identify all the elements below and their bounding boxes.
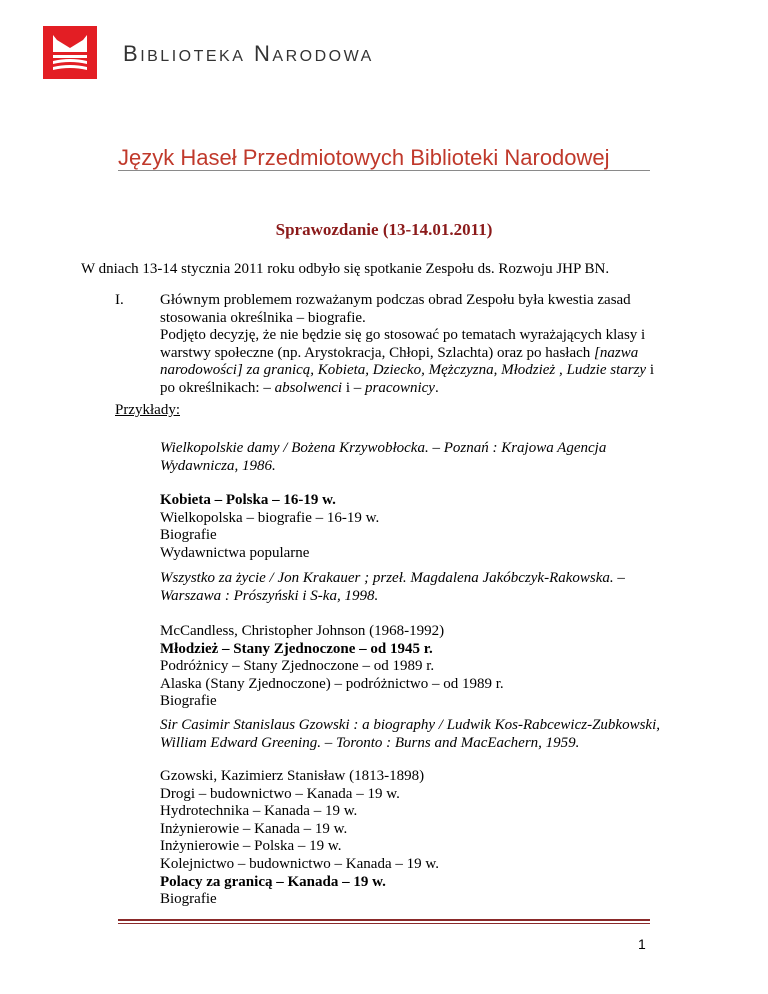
subject-heading: Biografie xyxy=(160,891,217,908)
subject-heading: Podróżnicy – Stany Zjednoczone – od 1989 r. xyxy=(160,658,435,675)
section-line xyxy=(160,380,720,398)
section-line xyxy=(160,345,720,363)
section-line: Głównym problemem rozważanym podczas obrad Zespołu była kwestia zasad xyxy=(160,292,631,308)
section-italic: – pracownicy xyxy=(353,379,435,396)
footer-divider xyxy=(118,919,650,921)
section-italic: – absolwenci xyxy=(263,379,343,396)
section-number: I. xyxy=(115,292,124,308)
subject-heading-bold: Polacy za granicą – Kanada – 19 w. xyxy=(160,873,386,890)
subject-heading-bold: Młodzież – Stany Zjednoczone – od 1945 r. xyxy=(160,640,433,657)
subject-heading: Biografie xyxy=(160,693,217,710)
wordmark-graphic xyxy=(123,40,423,68)
subject-heading: McCandless, Christopher Johnson (1968-1992) xyxy=(160,623,445,639)
document-title: Język Haseł Przedmiotowych Biblioteki Narodowej xyxy=(118,145,610,170)
example1-headings xyxy=(160,492,379,562)
subject-heading: Inżynierowie – Kanada – 19 w. xyxy=(160,820,348,837)
citation-line: Warszawa : Prószyński i S-ka, 1998. xyxy=(160,587,379,604)
section-text: po określnikach: xyxy=(160,379,264,396)
logo-wordmark xyxy=(123,40,423,74)
section-text: . xyxy=(434,379,439,396)
page-number: 1 xyxy=(638,936,646,952)
citation-line: William Edward Greening. – Toronto : Burns and MacEachern, 1959. xyxy=(160,734,580,751)
subject-heading: Wielkopolska – biografie – 16-19 w. xyxy=(160,509,380,526)
footer-divider-thin xyxy=(118,923,650,924)
section-text: i xyxy=(646,362,655,378)
section-text: warstwy społeczne (np. Arystokracja, Chłopi, Szlachta) oraz po hasłach xyxy=(160,344,595,361)
subject-heading: Drogi – budownictwo – Kanada – 19 w. xyxy=(160,785,400,802)
citation-line: Wszystko za życie / Jon Krakauer ; przeł. Magdalena Jakóbczyk-Rakowska. – xyxy=(160,570,625,586)
section-line: Podjęto decyzję, że nie będzie się go stosować po tematach wyrażających klasy i xyxy=(160,327,646,343)
subject-heading: Alaska (Stany Zjednoczone) – podróżnictwo – od 1989 r. xyxy=(160,675,504,692)
citation-line: Sir Casimir Stanislaus Gzowski : a biography / Ludwik Kos-Rabcewicz-Zubkowski, xyxy=(160,717,661,733)
section-paragraph xyxy=(160,292,720,397)
intro-paragraph: W dniach 13-14 stycznia 2011 roku odbyło się spotkanie Zespołu ds. Rozwoju JHP BN. xyxy=(81,261,610,277)
subject-heading: Wydawnictwa popularne xyxy=(160,544,310,561)
section-italic: [nazwa xyxy=(594,344,639,361)
title-divider xyxy=(118,170,650,171)
example2-headings xyxy=(160,623,504,711)
subject-heading-bold: Kobieta – Polska – 16-19 w. xyxy=(160,492,336,508)
subject-heading: Inżynierowie – Polska – 19 w. xyxy=(160,838,342,855)
citation-line: Wydawnicza, 1986. xyxy=(160,457,276,474)
crown-icon xyxy=(43,26,97,79)
example3-headings xyxy=(160,768,439,909)
subject-heading: Gzowski, Kazimierz Stanisław (1813-1898) xyxy=(160,768,425,784)
subject-heading: Kolejnictwo – budownictwo – Kanada – 19 w. xyxy=(160,855,439,872)
section-text: i xyxy=(342,379,354,396)
section-line: stosowania określnika – biografie. xyxy=(160,309,366,326)
report-title: Sprawozdanie (13-14.01.2011) xyxy=(275,220,493,239)
subject-heading: Biografie xyxy=(160,527,217,544)
subject-heading: Hydrotechnika – Kanada – 19 w. xyxy=(160,803,358,820)
section-line xyxy=(160,362,720,380)
example2-citation xyxy=(160,570,625,605)
examples-label: Przykłady: xyxy=(115,402,180,418)
section-italic: narodowości] za granicą, Kobieta, Dziecko, Mężczyzna, Młodzież , Ludzie starzy xyxy=(160,362,647,378)
example3-citation xyxy=(160,717,660,752)
logo-emblem xyxy=(43,26,97,79)
svg-text:BIBLIOTEKA NARODOWA: BIBLIOTEKA NARODOWA xyxy=(123,41,374,66)
citation-line: Wielkopolskie damy / Bożena Krzywobłocka. – Poznań : Krajowa Agencja xyxy=(160,440,607,456)
example1-citation xyxy=(160,440,606,475)
